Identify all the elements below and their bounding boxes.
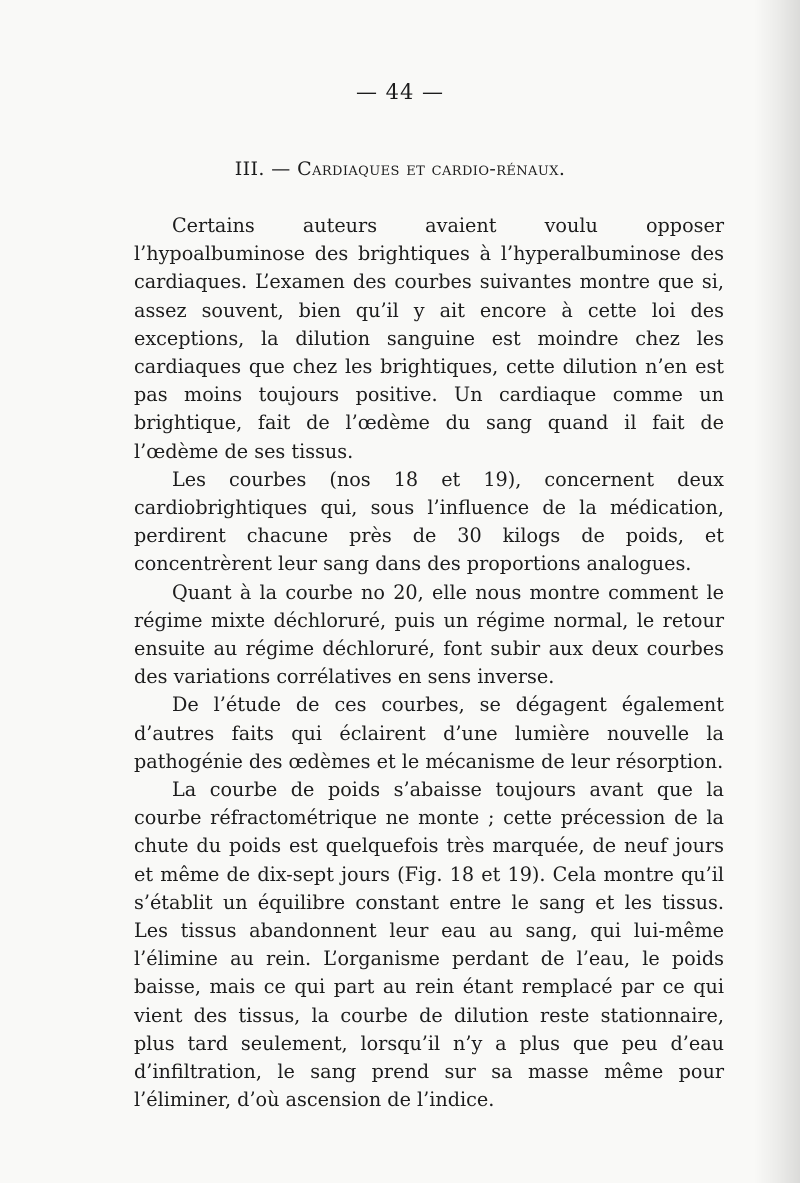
paragraph: La courbe de poids s’abaisse toujours avant que la courbe réfractométrique ne monte ; cette précession de la chute du poids est quelquefois très marquée, de neuf jours et même de dix-sept jours (Fig. 18 et 19). Cela montre qu’il s’établit un équilibre constant entre le sang et les tissus. Les tissus abandonnent leur eau au sang, qui lui-même l’élimine au rein. L’organisme perdant de l’eau, le poids baisse, mais ce qui part au rein étant remplacé par ce qui vient des tissus, la courbe de dilution reste stationnaire, plus tard seulement, lorsqu’il n’y a plus que peu d’eau d’infiltration, le sang prend sur sa masse même pour l’éliminer, d’où ascension de l’indice. — [134, 778, 724, 1112]
section-title: Cardiaques et cardio-rénaux. — [297, 158, 566, 180]
paragraph: De l’étude de ces courbes, se dégagent également d’autres faits qui éclairent d’une lumière nouvelle la pathogénie des œdèmes et le mécanisme de leur résorption. — [134, 693, 724, 773]
section-heading — [0, 158, 800, 180]
page-number: — 44 — — [355, 80, 445, 104]
body-text — [134, 212, 724, 1115]
paragraph: Quant à la courbe no 20, elle nous montre comment le régime mixte déchloruré, puis un régime normal, le retour ensuite au régime déchloruré, font subir aux deux courbes des variations corrélatives en sens inverse. — [134, 580, 724, 689]
paragraph: Les courbes (nos 18 et 19), concernent deux cardiobrightiques qui, sous l’influence de la médication, perdirent chacune près de 30 kilogs de poids, et concentrèrent leur sang dans des proportions analogues. — [134, 467, 724, 576]
section-numeral: III. — — [234, 158, 298, 180]
paragraph: Certains auteurs avaient voulu opposer l’hypoalbuminose des brightiques à l’hyperalbuminose des cardiaques. L’examen des courbes suivantes montre que si, assez souvent, bien qu’il y ait encore à cette loi des exceptions, la dilution sanguine est moindre chez les cardiaques que chez les brightiques, cette dilution n’en est pas moins toujours positive. Un cardiaque comme un brightique, fait de l’œdème du sang quand il fait de l’œdème de ses tissus. — [134, 214, 724, 463]
